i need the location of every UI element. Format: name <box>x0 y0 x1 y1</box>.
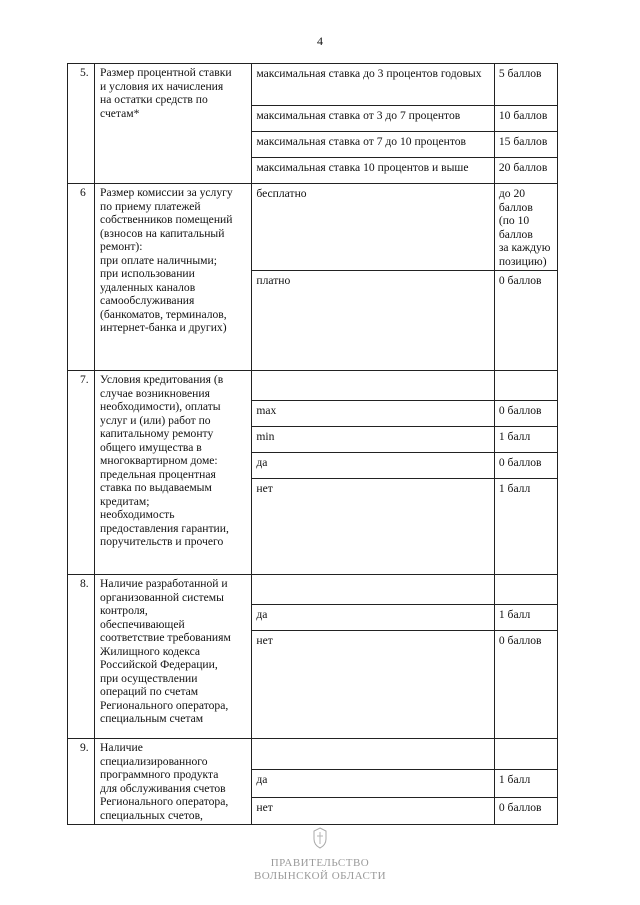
criterion-cell <box>95 184 252 371</box>
government-stamp <box>0 826 640 883</box>
criterion-text: Наличие разработанной и организованной системы контроля, обеспечивающей соответствие требованиям Жилищного кодекса Российской Федерации, при осуществлении операций по счетам Регионального оператора, специальным счетам <box>100 577 231 725</box>
table-row <box>68 64 558 106</box>
score-cell: 1 балл <box>494 479 557 575</box>
coat-of-arms-icon <box>311 826 329 850</box>
page-number: 4 <box>317 34 323 48</box>
stamp-line-1: ПРАВИТЕЛЬСТВО <box>270 857 370 869</box>
score-cell-empty <box>494 575 557 605</box>
option-cell-empty <box>252 371 494 401</box>
option-cell: да <box>252 770 494 797</box>
criterion-text: Размер процентной ставки и условия их начисления на остатки средств по счетам* <box>100 66 232 120</box>
option-cell: нет <box>252 797 494 824</box>
score-cell-empty <box>494 371 557 401</box>
table-row <box>68 739 558 770</box>
criterion-cell <box>95 64 252 184</box>
criterion-cell <box>95 739 252 825</box>
criterion-text: Условия кредитования (в случае возникновения необходимости), оплаты услуг и (или) работ по капитальному ремонту общего имущества в многоквартирном доме: предельная процентная ставка по выдаваемым кредитам; необходимость предоставления гарантии, поручительств и прочего <box>100 373 229 548</box>
option-cell: максимальная ставка до 3 процентов годовых <box>252 64 494 106</box>
score-cell: 0 баллов <box>494 271 557 371</box>
option-cell: min <box>252 427 494 453</box>
criterion-text: Размер комиссии за услугу по приему платежей собственников помещений (взносов на капитальный ремонт): при оплате наличными; при использовании удаленных каналов самообслуживания (банкоматов, терминалов, интернет-банка и других) <box>100 186 233 334</box>
option-cell: max <box>252 401 494 427</box>
option-cell: нет <box>252 631 494 739</box>
score-cell: 0 баллов <box>494 453 557 479</box>
score-cell: 1 балл <box>494 605 557 631</box>
table-row <box>68 184 558 271</box>
row-number: 9. <box>68 739 95 825</box>
score-cell-empty <box>494 739 557 770</box>
criteria-table <box>67 63 558 825</box>
stamp-line-2: ВОЛЫНСКОЙ ОБЛАСТИ <box>253 870 387 882</box>
option-cell: платно <box>252 271 494 371</box>
row-number: 5. <box>68 64 95 184</box>
score-cell <box>494 184 557 271</box>
option-cell: да <box>252 605 494 631</box>
option-cell-empty <box>252 739 494 770</box>
score-cell: 1 балл <box>494 770 557 797</box>
row-number: 8. <box>68 575 95 739</box>
criterion-cell <box>95 575 252 739</box>
option-cell: максимальная ставка 10 процентов и выше <box>252 158 494 184</box>
option-cell: нет <box>252 479 494 575</box>
score-cell: 20 баллов <box>494 158 557 184</box>
score-cell: 1 балл <box>494 427 557 453</box>
option-cell: да <box>252 453 494 479</box>
option-cell: максимальная ставка от 3 до 7 процентов <box>252 106 494 132</box>
score-cell: 0 баллов <box>494 797 557 824</box>
table-row <box>68 371 558 401</box>
table-row <box>68 575 558 605</box>
criterion-text: Наличие специализированного программного продукта для обслуживания счетов Регионального оператора, специальных счетов, <box>100 741 229 822</box>
row-number: 6 <box>68 184 95 371</box>
score-text: до 20 баллов (по 10 баллов за каждую позицию) <box>498 187 551 268</box>
option-cell: максимальная ставка от 7 до 10 процентов <box>252 132 494 158</box>
row-number: 7. <box>68 371 95 575</box>
option-cell: бесплатно <box>252 184 494 271</box>
score-cell: 0 баллов <box>494 631 557 739</box>
score-cell: 15 баллов <box>494 132 557 158</box>
score-cell: 0 баллов <box>494 401 557 427</box>
option-cell-empty <box>252 575 494 605</box>
score-cell: 10 баллов <box>494 106 557 132</box>
criterion-cell <box>95 371 252 575</box>
score-cell: 5 баллов <box>494 64 557 106</box>
